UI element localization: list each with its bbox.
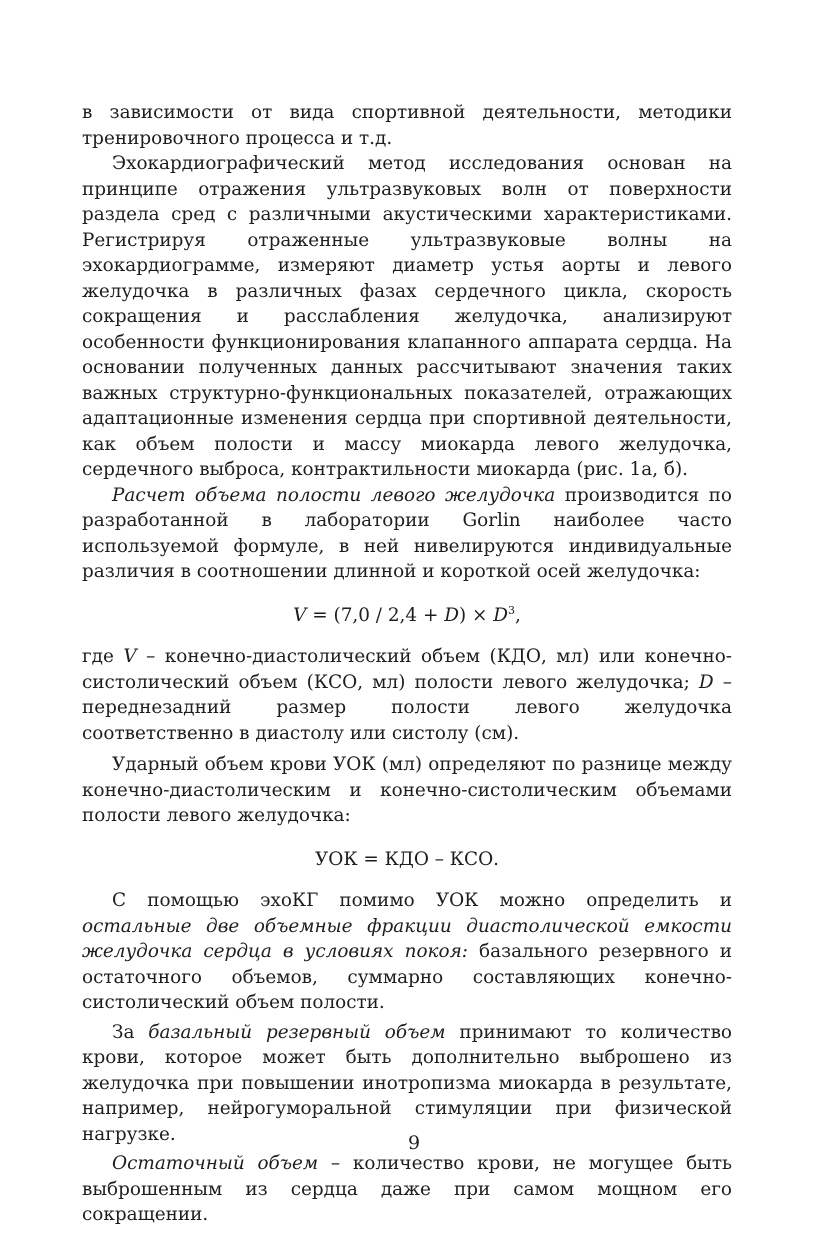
- paragraph-residual-volume: [82, 1151, 732, 1228]
- formula-part: ,: [514, 604, 521, 626]
- paragraph-stroke-volume: Ударный объем крови УОК (мл) определяют по разнице между конечно-диастолическим и конечно-систолическим объемами полости левого желудочка:: [82, 754, 732, 826]
- page-number: 9: [407, 1132, 421, 1154]
- paragraph-text: принимают то количество крови, которое может быть дополнительно выброшено из желудочка при повышении инотропизма миокарда в результате, например, нейрогуморальной стимуляции при физической нагрузке.: [82, 1021, 732, 1145]
- paragraph-text: – количество крови, не могущее быть выброшенным из сердца даже при самом мощном его сокращении.: [82, 1153, 733, 1225]
- paragraph-echocardiography: Эхокардиографический метод исследования основан на принципе отражения ультразвуковых волн от поверхности раздела сред с различными акустическими характеристиками. Регистрируя отраженные ультразвуковые волны на эхокардиограмме, измеряют диаметр устья аорты и левого желудочка в различных фазах сердечного цикла, скорость сокращения и расслабления желудочка, анализируют особенности функционирования клапанного аппарата сердца. На основании полученных данных рассчитывают значения таких важных структурно-функциональных показателей, отражающих адаптационные изменения сердца при спортивной деятельности, как объем полости и массу миокарда левого желудочка, сердечного выброса, контрактильности миокарда (рис. 1а, б).: [82, 153, 732, 480]
- paragraph-formula-legend: [82, 644, 732, 746]
- paragraph-text: базального резервного и остаточного объемов, суммарно составляющих конечно-систолический объем полости.: [82, 941, 733, 1013]
- formula-var-d: D: [444, 604, 459, 626]
- term-basal-reserve: базальный резервный объем: [148, 1021, 446, 1043]
- legend-var-d: D: [698, 671, 714, 693]
- paragraph-text: За: [112, 1021, 149, 1043]
- formula-exponent: 3: [507, 603, 515, 617]
- term-volume-calculation: Расчет объема полости левого желудочка: [112, 484, 556, 506]
- legend-text: где: [82, 646, 124, 667]
- formula-volume: [82, 603, 732, 629]
- legend-var-v: V: [123, 646, 137, 667]
- paragraph-text: С помощью эхоКГ помимо УОК можно определить и: [112, 890, 732, 911]
- term-residual-volume: Остаточный объем: [112, 1153, 319, 1174]
- paragraph-continuation: в зависимости от вида спортивной деятельности, методики тренировочного процесса и т.д.: [82, 102, 732, 149]
- formula-var-d: D: [493, 604, 508, 626]
- legend-text: – переднезадний размер полости левого желудочка соответственно в диастолу или систолу (см).: [82, 671, 732, 744]
- paragraph-volume-calculation: [82, 483, 732, 585]
- formula-part: = (7,0 / 2,4 +: [306, 604, 445, 626]
- formula-stroke-volume: УОК = КДО – КСО.: [314, 848, 500, 870]
- formula-var-v: V: [293, 604, 307, 626]
- paragraph-echo-fractions: [82, 888, 732, 1016]
- term-fractions: остальные две объемные фракции диастолической емкости желудочка сердца в условиях покоя:: [82, 915, 732, 962]
- formula-part: ) ×: [458, 604, 494, 626]
- paragraph-basal-reserve: [82, 1020, 732, 1148]
- paragraph-volume-calculation-text: производится по разработанной в лаборатории Gorlin наиболее часто используемой формуле, в ней нивелируются индивидуальные различия в соотношении длинной и короткой осей желудочка:: [82, 484, 732, 582]
- body-text: [82, 100, 732, 1228]
- legend-text: – конечно-диастолический объем (КДО, мл) или конечно-систолический объем (КСО, мл) полости левого желудочка;: [82, 646, 732, 693]
